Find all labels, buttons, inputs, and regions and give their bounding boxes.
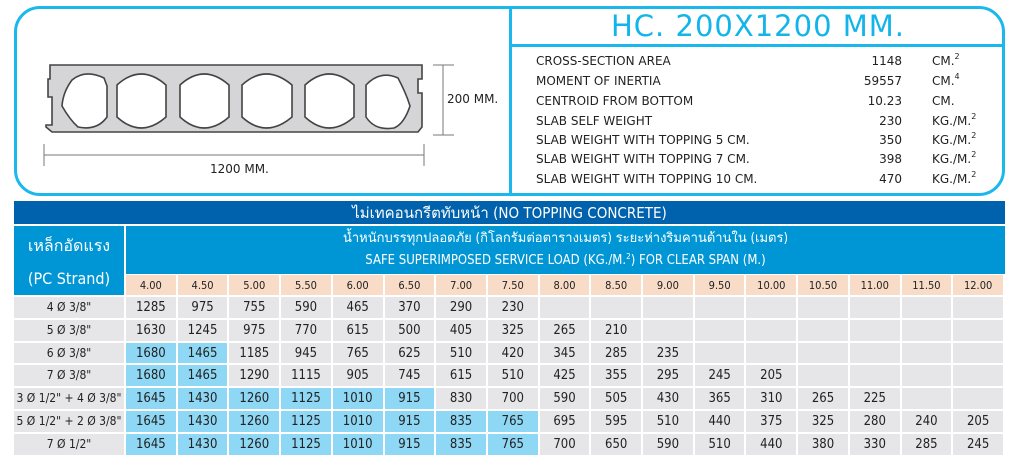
load-cell: 695 (540, 409, 592, 432)
load-cell (902, 363, 954, 386)
load-table (14, 201, 1005, 455)
spec-label: CENTROID FROM BOTTOM (536, 94, 694, 108)
spec-value: 10.23 (867, 94, 902, 108)
load-cell (746, 318, 798, 341)
load-cell: 700 (540, 432, 592, 455)
load-cell (953, 318, 1005, 341)
load-cell: 915 (385, 409, 437, 432)
superscript: 2 (626, 252, 631, 261)
load-cell: 975 (178, 295, 230, 318)
spec-label: CROSS-SECTION AREA (536, 54, 671, 68)
spec-row (536, 51, 996, 71)
span-header: 4.00 (126, 274, 178, 295)
spec-unit (932, 169, 976, 189)
load-cell: 210 (591, 318, 643, 341)
load-header-text: ) FOR CLEAR SPAN (M.) (630, 253, 766, 268)
spec-label: SLAB WEIGHT WITH TOPPING 10 CM. (536, 172, 758, 186)
load-cell: 310 (746, 386, 798, 409)
load-cell (798, 295, 850, 318)
span-header: 12.00 (953, 274, 1005, 295)
strand-header-english: (PC Strand) (27, 268, 111, 288)
spec-label: SLAB WEIGHT WITH TOPPING 5 CM. (536, 133, 750, 147)
load-cell: 1285 (126, 295, 178, 318)
load-cell: 285 (902, 432, 954, 455)
load-cell: 325 (488, 318, 540, 341)
load-cell: 465 (333, 295, 385, 318)
spec-value: 350 (879, 133, 902, 147)
load-cell: 365 (695, 386, 747, 409)
load-cell (953, 341, 1005, 364)
spec-row (536, 111, 996, 131)
load-cell: 590 (281, 295, 333, 318)
load-cell: 235 (643, 341, 695, 364)
load-cell: 205 (953, 409, 1005, 432)
load-cell: 1430 (178, 409, 230, 432)
load-cell (798, 363, 850, 386)
load-cell (850, 295, 902, 318)
load-cell: 295 (643, 363, 695, 386)
strand-label: 7 Ø 3/8" (14, 363, 126, 386)
span-header: 8.00 (540, 274, 592, 295)
load-cell: 230 (488, 295, 540, 318)
load-cell (643, 318, 695, 341)
load-cell: 1185 (229, 341, 281, 364)
strand-header (14, 226, 126, 295)
load-cell: 765 (488, 432, 540, 455)
spec-value: 59557 (863, 74, 902, 88)
load-cell: 1290 (229, 363, 281, 386)
strand-label: 5 Ø 3/8" (14, 318, 126, 341)
spec-row (536, 71, 996, 91)
strand-label: 4 Ø 3/8" (14, 295, 126, 318)
load-cell: 510 (488, 363, 540, 386)
load-cell: 510 (695, 432, 747, 455)
spec-value: 1148 (871, 54, 902, 68)
load-cell: 590 (540, 386, 592, 409)
product-title: HC. 200X1200 MM. (611, 9, 905, 43)
load-cell (902, 295, 954, 318)
superscript: 2 (971, 170, 977, 179)
spec-unit (932, 71, 960, 91)
load-cell: 770 (281, 318, 333, 341)
load-cell: 405 (436, 318, 488, 341)
load-cell: 830 (436, 386, 488, 409)
spec-unit (932, 111, 976, 131)
load-cell: 590 (643, 432, 695, 455)
span-header: 6.50 (385, 274, 437, 295)
strand-label: 5 Ø 1/2" + 2 Ø 3/8" (14, 409, 126, 432)
unit-text: KG./M. (932, 133, 972, 147)
load-cell: 1645 (126, 386, 178, 409)
load-cell: 420 (488, 341, 540, 364)
spec-row (536, 169, 996, 189)
load-cell: 345 (540, 341, 592, 364)
superscript: 4 (954, 72, 960, 81)
divider (511, 44, 1005, 47)
load-cell: 915 (385, 432, 437, 455)
spec-label: SLAB SELF WEIGHT (536, 114, 653, 128)
spec-value: 398 (879, 152, 902, 166)
load-cell: 425 (540, 363, 592, 386)
spec-unit (932, 149, 976, 169)
width-dimension-label: 1200 MM. (210, 162, 269, 176)
load-cell (798, 341, 850, 364)
load-header-text: SAFE SUPERIMPOSED SERVICE LOAD (KG./M. (365, 253, 627, 268)
unit-text: KG./M. (932, 172, 972, 186)
load-cell: 625 (385, 341, 437, 364)
load-cell: 1115 (281, 363, 333, 386)
load-header-thai: น้ำหนักบรรทุกปลอดภัย (กิโลกรัมต่อตารางเมตร) ระยะห่างริมคานด้านใน (เมตร) (342, 231, 789, 246)
load-cell (953, 363, 1005, 386)
load-cell: 370 (385, 295, 437, 318)
load-cell: 1430 (178, 386, 230, 409)
spec-unit (932, 91, 955, 111)
load-cell: 650 (591, 432, 643, 455)
load-cell: 380 (798, 432, 850, 455)
load-cell: 510 (643, 409, 695, 432)
load-cell: 430 (643, 386, 695, 409)
load-cell: 265 (798, 386, 850, 409)
load-cell: 1010 (333, 386, 385, 409)
load-cell (850, 318, 902, 341)
load-cell: 1125 (281, 409, 333, 432)
span-header: 11.00 (850, 274, 902, 295)
strand-label: 3 Ø 1/2" + 4 Ø 3/8" (14, 386, 126, 409)
span-header: 4.50 (178, 274, 230, 295)
load-cell: 835 (436, 409, 488, 432)
span-header: 10.50 (798, 274, 850, 295)
span-header: 8.50 (591, 274, 643, 295)
span-header: 9.00 (643, 274, 695, 295)
superscript: 2 (971, 150, 977, 159)
load-cell: 1645 (126, 409, 178, 432)
load-cell: 1125 (281, 386, 333, 409)
load-cell (850, 363, 902, 386)
superscript: 2 (954, 52, 960, 61)
load-header (126, 226, 1005, 274)
load-cell: 745 (385, 363, 437, 386)
load-cell: 755 (229, 295, 281, 318)
spec-value: 470 (879, 172, 902, 186)
load-cell: 375 (746, 409, 798, 432)
load-cell (540, 295, 592, 318)
load-cell (798, 318, 850, 341)
load-cell: 915 (385, 386, 437, 409)
spec-row (536, 91, 996, 111)
load-cell (953, 295, 1005, 318)
load-cell: 1260 (229, 386, 281, 409)
load-cell: 280 (850, 409, 902, 432)
load-cell: 500 (385, 318, 437, 341)
load-cell: 1645 (126, 432, 178, 455)
spec-row (536, 130, 996, 150)
load-cell: 265 (540, 318, 592, 341)
load-cell: 330 (850, 432, 902, 455)
span-header: 9.50 (695, 274, 747, 295)
load-cell (902, 318, 954, 341)
load-cell: 1010 (333, 432, 385, 455)
unit-text: CM. (932, 74, 955, 88)
spec-label: MOMENT OF INERTIA (536, 74, 661, 88)
load-cell: 440 (746, 432, 798, 455)
spec-value: 230 (879, 114, 902, 128)
load-cell: 1465 (178, 341, 230, 364)
load-cell: 225 (850, 386, 902, 409)
span-header: 11.50 (902, 274, 954, 295)
load-cell: 1680 (126, 363, 178, 386)
load-cell: 245 (695, 363, 747, 386)
load-cell: 1680 (126, 341, 178, 364)
load-cell (695, 318, 747, 341)
load-cell: 945 (281, 341, 333, 364)
load-cell: 240 (902, 409, 954, 432)
span-header: 6.00 (333, 274, 385, 295)
superscript: 2 (971, 112, 977, 121)
table-header: ไม่เทคอนกรีตทับหน้า (NO TOPPING CONCRETE) (14, 201, 1005, 226)
load-cell: 835 (436, 432, 488, 455)
load-cell: 1260 (229, 432, 281, 455)
load-cell: 765 (333, 341, 385, 364)
load-cell: 1430 (178, 432, 230, 455)
load-cell: 1465 (178, 363, 230, 386)
load-cell (902, 386, 954, 409)
unit-text: KG./M. (932, 114, 972, 128)
load-cell: 905 (333, 363, 385, 386)
slab-cross-section-drawing (30, 50, 480, 175)
span-header: 5.00 (229, 274, 281, 295)
strand-label: 7 Ø 1/2" (14, 432, 126, 455)
unit-text: CM. (932, 54, 955, 68)
load-cell: 615 (436, 363, 488, 386)
load-cell: 505 (591, 386, 643, 409)
spec-label: SLAB WEIGHT WITH TOPPING 7 CM. (536, 152, 750, 166)
spec-unit (932, 51, 960, 71)
load-cell (902, 341, 954, 364)
load-cell: 1630 (126, 318, 178, 341)
load-cell: 285 (591, 341, 643, 364)
span-header: 7.50 (488, 274, 540, 295)
load-cell: 205 (746, 363, 798, 386)
load-cell: 510 (436, 341, 488, 364)
load-cell (643, 295, 695, 318)
load-cell: 245 (953, 432, 1005, 455)
load-cell (746, 295, 798, 318)
height-dimension-label: 200 MM. (447, 92, 499, 106)
spec-row (536, 149, 996, 169)
load-cell (850, 341, 902, 364)
load-cell: 1260 (229, 409, 281, 432)
load-cell (746, 341, 798, 364)
strand-header-thai: เหล็กอัดแรง (27, 235, 111, 255)
load-cell (591, 295, 643, 318)
load-cell (695, 341, 747, 364)
load-cell: 615 (333, 318, 385, 341)
load-cell: 1245 (178, 318, 230, 341)
unit-text: CM. (932, 94, 955, 108)
load-header-english (126, 250, 1005, 272)
load-cell: 975 (229, 318, 281, 341)
load-cell: 700 (488, 386, 540, 409)
load-cell: 440 (695, 409, 747, 432)
load-cell: 355 (591, 363, 643, 386)
load-cell: 1010 (333, 409, 385, 432)
load-cell (953, 386, 1005, 409)
span-header: 10.00 (746, 274, 798, 295)
span-header: 7.00 (436, 274, 488, 295)
spec-unit (932, 130, 976, 150)
load-cell: 325 (798, 409, 850, 432)
span-header: 5.50 (281, 274, 333, 295)
load-cell: 290 (436, 295, 488, 318)
unit-text: KG./M. (932, 152, 972, 166)
load-cell: 765 (488, 409, 540, 432)
load-cell (695, 295, 747, 318)
superscript: 2 (971, 131, 977, 140)
load-cell: 1125 (281, 432, 333, 455)
load-cell: 595 (591, 409, 643, 432)
strand-label: 6 Ø 3/8" (14, 341, 126, 364)
